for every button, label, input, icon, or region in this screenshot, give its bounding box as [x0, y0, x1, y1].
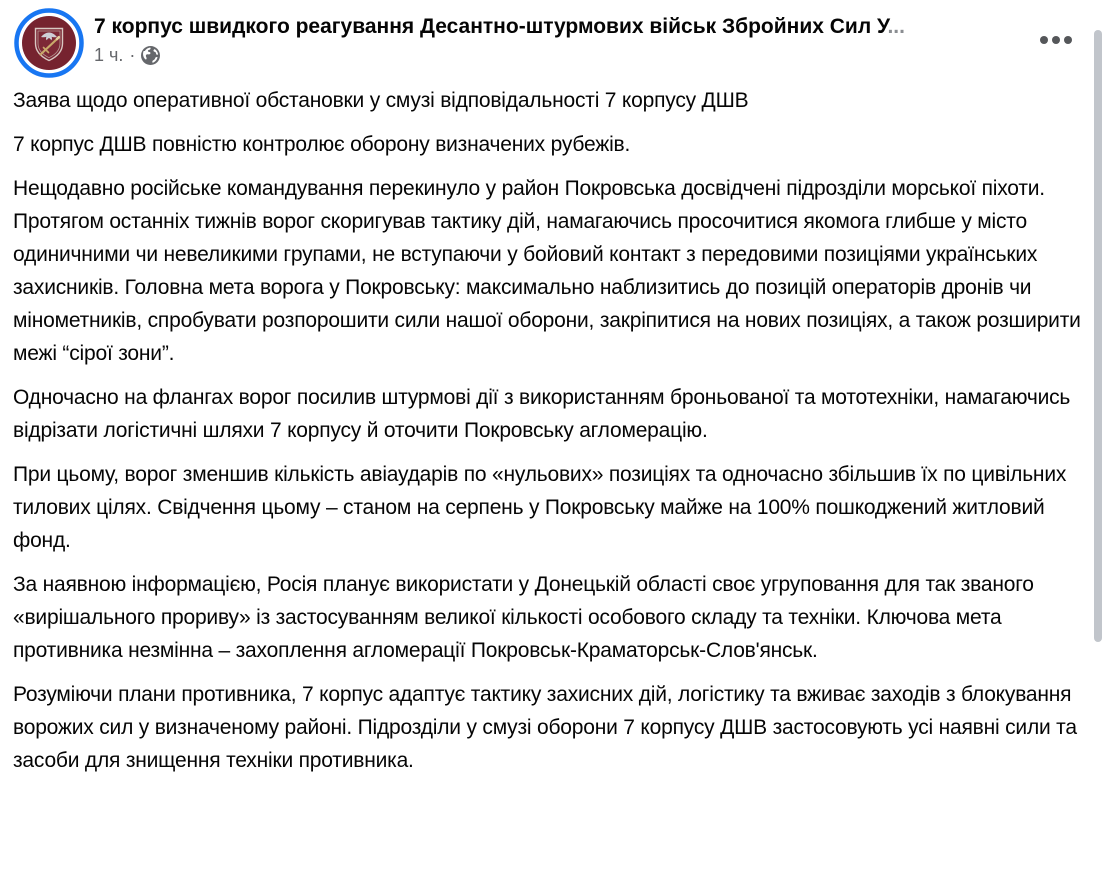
- post-header: [0, 0, 1104, 80]
- title-truncation-ellipsis: ...: [887, 15, 905, 38]
- post-paragraph: 7 корпус ДШВ повністю контролює оборону визначених рубежів.: [13, 133, 631, 156]
- post-body: [0, 80, 1104, 777]
- page-title-link[interactable]: [94, 13, 1090, 41]
- post-paragraph: Нещодавно російське командування перекинуло у район Покровська досвідчені підрозділи морської піхоти. Протягом останніх тижнів ворог скоригував тактику дій, намагаючись просочитися якомога глибше у місто одиничними чи невеликими групами, не вступаючи у бойовий контакт з передовими позиціями українських захисників. Головна мета ворога у Покровську: максимально наблизитись до позицій операторів дронів чи мінометників, спробувати розпорошити сили нашої оборони, закріпитися на нових позиціях, а також розширити межі “сірої зони”.: [13, 177, 1081, 365]
- dot: [1040, 36, 1048, 44]
- post-paragraph: Заява щодо оперативної обстановки у смузі відповідальності 7 корпусу ДШВ: [13, 89, 749, 112]
- dot: [1052, 36, 1060, 44]
- unit-emblem-icon: [14, 8, 84, 78]
- post-paragraph: При цьому, ворог зменшив кількість авіаударів по «нульових» позиціях та одночасно збільшив їх по цивільних тилових цілях. Свідчення цьому – станом на серпень у Покровську майже на 100% пошкоджений житловий фонд.: [13, 463, 1067, 552]
- page-title: 7 корпус швидкого реагування Десантно-штурмових військ Збройних Сил У: [94, 15, 888, 38]
- header-text-block: [94, 8, 1090, 66]
- post-paragraph: За наявною інформацією, Росія планує використати у Донецькій області своє угруповання для так званого «вирішального прориву» із застосуванням великої кількості особового складу та техніки. Ключова мета противника незмінна – захоплення агломерації Покровськ-Краматорськ-Слов'янськ.: [13, 573, 1034, 662]
- post-paragraph: Розуміючи плани противника, 7 корпус адаптує тактику захисних дій, логістику та вживає заходів з блокування ворожих сил у визначеному районі. Підрозділи у смузі оборони 7 корпусу ДШВ застосовують усі наявні сили та засоби для знищення техніки противника.: [13, 683, 1077, 772]
- post-meta-row: [94, 44, 1090, 66]
- post-timestamp[interactable]: 1 ч.: [94, 45, 124, 65]
- post-options-button[interactable]: [1036, 32, 1076, 48]
- dot: [1064, 36, 1072, 44]
- vertical-scrollbar-thumb[interactable]: [1094, 30, 1102, 642]
- page-avatar[interactable]: [14, 8, 84, 78]
- public-globe-icon: [141, 46, 160, 65]
- post-paragraph: Одночасно на флангах ворог посилив штурмові дії з використанням броньованої та мототехніки, намагаючись відрізати логістичні шляхи 7 корпусу й оточити Покровську агломерацію.: [13, 386, 1071, 442]
- meta-separator: ·: [129, 45, 136, 65]
